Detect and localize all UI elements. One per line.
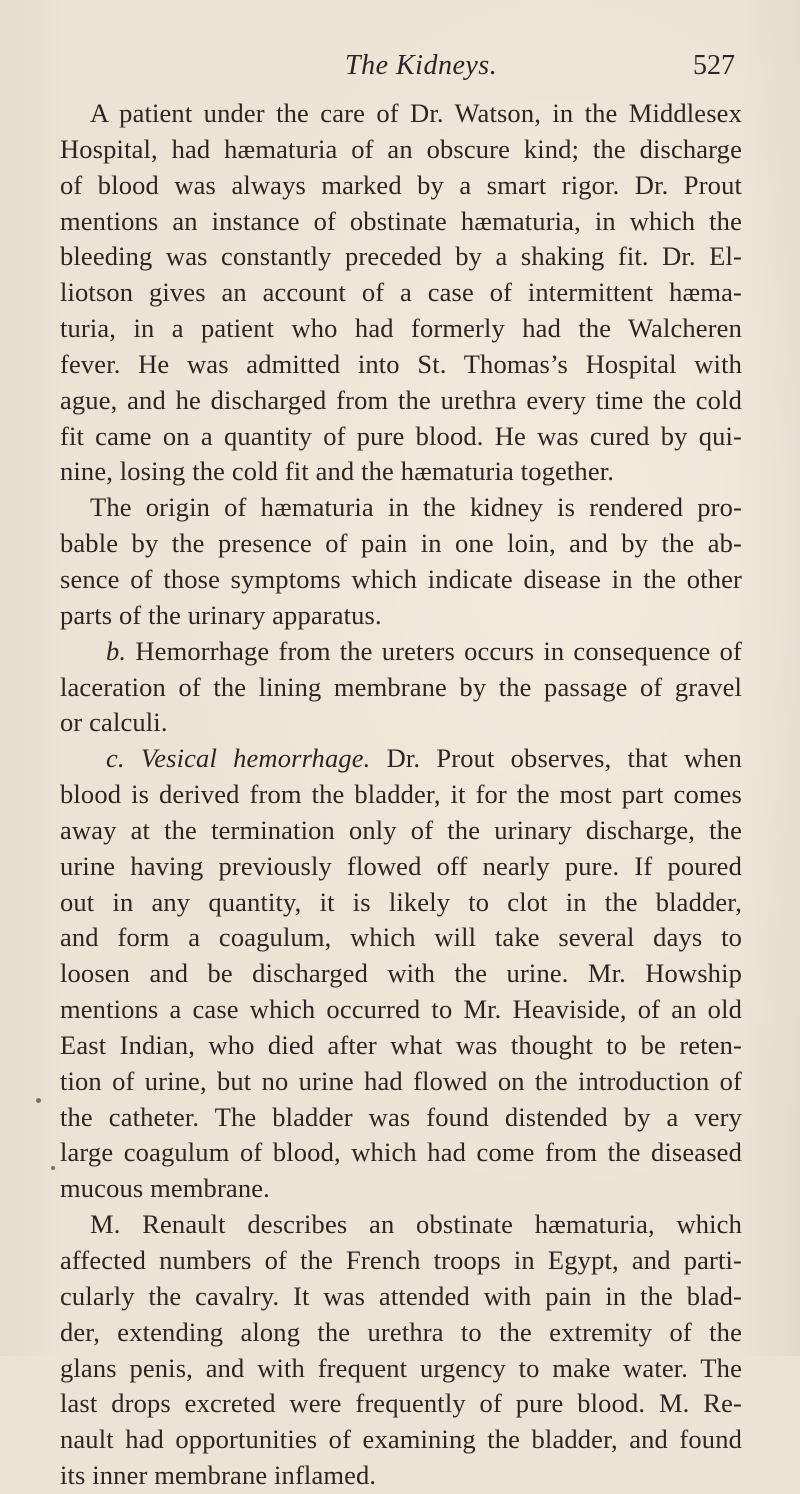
text-line: liotson gives an account of a case of intermittent hæma- <box>60 277 742 308</box>
text-line: out in any quantity, it is likely to clot in the bladder, <box>60 886 742 917</box>
running-head <box>95 50 735 86</box>
text-line: bable by the presence of pain in one loin, and by the ab- <box>60 528 742 559</box>
ink-speck <box>36 1098 41 1103</box>
text-line: urine having previously flowed off nearly pure. If poured <box>60 850 742 881</box>
section-marker: b. <box>106 635 127 666</box>
text-line <box>60 634 742 670</box>
paragraph <box>60 634 742 742</box>
text-line: nine, losing the cold fit and the hæmaturia together. <box>60 456 615 487</box>
text-line: der, extending along the urethra to the extremity of the <box>60 1316 742 1347</box>
text-line: Hospital, had hæmaturia of an obscure kind; the discharge <box>60 133 742 164</box>
paragraph <box>60 490 742 633</box>
text-line <box>60 741 742 777</box>
paragraph <box>60 1207 742 1494</box>
text-line: The origin of hæmaturia in the kidney is rendered pro- <box>90 492 742 523</box>
paragraph <box>60 741 742 1207</box>
text-line: mentions a case which occurred to Mr. Heaviside, of an old <box>60 994 742 1025</box>
paragraph <box>60 96 742 490</box>
text-run: Hemorrhage from the ureters occurs in consequence of <box>126 635 742 666</box>
text-line: last drops excreted were frequently of pure blood. M. Re- <box>60 1388 742 1419</box>
text-line: cularly the cavalry. It was attended with pain in the blad- <box>60 1280 742 1311</box>
text-line: of blood was always marked by a smart rigor. Dr. Prout <box>60 169 742 200</box>
text-line: nault had opportunities of examining the bladder, and found <box>60 1424 742 1455</box>
text-line: fit came on a quantity of pure blood. He was cured by qui- <box>60 420 742 451</box>
text-line: East Indian, who died after what was thought to be reten- <box>60 1029 742 1060</box>
text-line: sence of those symptoms which indicate disease in the other <box>60 563 742 594</box>
text-line: laceration of the lining membrane by the passage of gravel <box>60 671 742 702</box>
section-heading: Vesical hemorrhage. <box>140 743 371 774</box>
text-run: Dr. Prout observes, that when <box>370 743 742 774</box>
text-line: tion of urine, but no urine had flowed on the introduction of <box>60 1065 742 1096</box>
text-line: turia, in a patient who had formerly had the Walcheren <box>60 313 742 344</box>
section-marker: c. <box>106 743 125 774</box>
text-line: bleeding was constantly preceded by a shaking fit. Dr. El- <box>60 241 742 272</box>
ink-speck <box>51 1166 55 1170</box>
body-text <box>60 96 742 1494</box>
page-number: 527 <box>693 50 735 81</box>
text-line: affected numbers of the French troops in Egypt, and parti- <box>60 1245 742 1275</box>
text-line: mucous membrane. <box>60 1173 270 1204</box>
text-line: fever. He was admitted into St. Thomas’s Hospital with <box>60 348 742 379</box>
text-line: blood is derived from the bladder, it for the most part comes <box>60 779 742 810</box>
text-line: the catheter. The bladder was found distended by a very <box>60 1101 742 1132</box>
text-line: parts of the urinary apparatus. <box>60 599 382 630</box>
text-line: A patient under the care of Dr. Watson, in the Middlesex <box>90 98 742 128</box>
text-line: away at the termination only of the urinary discharge, the <box>60 814 742 845</box>
text-line: large coagulum of blood, which had come from the diseased <box>60 1137 742 1168</box>
text-line: glans penis, and with frequent urgency to make water. The <box>60 1352 742 1383</box>
text-line: mentions an instance of obstinate hæmaturia, in which the <box>60 205 742 236</box>
running-title: The Kidneys. <box>345 50 498 81</box>
text-line: its inner membrane inflamed. <box>60 1460 377 1491</box>
text-line: ague, and he discharged from the urethra every time the cold <box>60 384 742 415</box>
text-line: loosen and be discharged with the urine. Mr. Howship <box>60 958 742 989</box>
text-line: M. Renault describes an obstinate hæmaturia, which <box>90 1209 742 1240</box>
text-line: or calculi. <box>60 707 168 738</box>
text-line: and form a coagulum, which will take several days to <box>60 922 742 953</box>
